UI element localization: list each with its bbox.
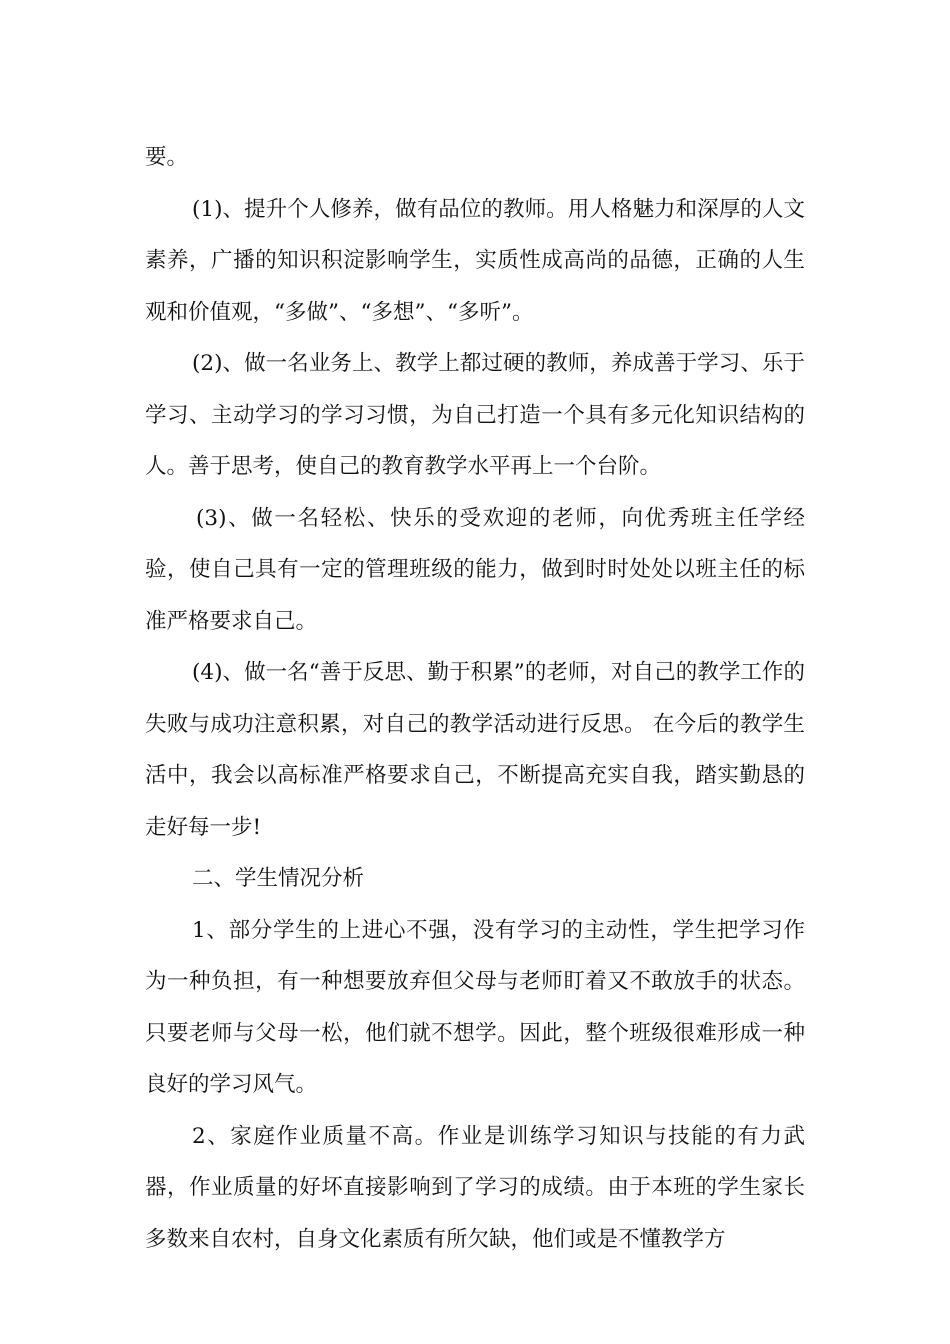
paragraph-item-4: (4)、做一名“善于反思、勤于积累”的老师，对自己的教学工作的失败与成功注意积累，对自己的教学活动进行反思。 在今后的教学生活中，我会以高标准严格要求自己，不断提高充实自我，踏实勤恳的走好每一步! (145, 660, 805, 840)
document-page (145, 132, 805, 1265)
section-heading-student-analysis: 二、学生情况分析 (192, 866, 365, 891)
paragraph-analysis-2: 2、家庭作业质量不高。作业是训练学习知识与技能的有力武器，作业质量的好坏直接影响到了学习的成绩。由于本班的学生家长多数来自农村，自身文化素质有所欠缺，他们或是不懂教学方 (145, 1123, 805, 1252)
paragraph-item-3: (3)、做一名轻松、快乐的受欢迎的老师，向优秀班主任学经验，使自己具有一定的管理班级的能力，做到时时处处以班主任的标准严格要求自己。 (145, 505, 805, 634)
paragraph-continuation: 要。 (145, 145, 189, 170)
paragraph-analysis-1: 1、部分学生的上进心不强，没有学习的主动性，学生把学习作为一种负担，有一种想要放弃但父母与老师盯着又不敢放手的状态。只要老师与父母一松，他们就不想学。因此，整个班级很难形成一种良好的学习风气。 (145, 917, 805, 1097)
paragraph-item-2: (2)、做一名业务上、教学上都过硬的教师，养成善于学习、乐于学习、主动学习的学习习惯，为自己打造一个具有多元化知识结构的人。善于思考，使自己的教育教学水平再上一个台阶。 (145, 351, 805, 479)
paragraph-item-1: (1)、提升个人修养，做有品位的教师。用人格魅力和深厚的人文素养，广播的知识积淀影响学生，实质性成高尚的品德，正确的人生观和价值观，“多做”、“多想”、“多听”。 (145, 196, 805, 325)
